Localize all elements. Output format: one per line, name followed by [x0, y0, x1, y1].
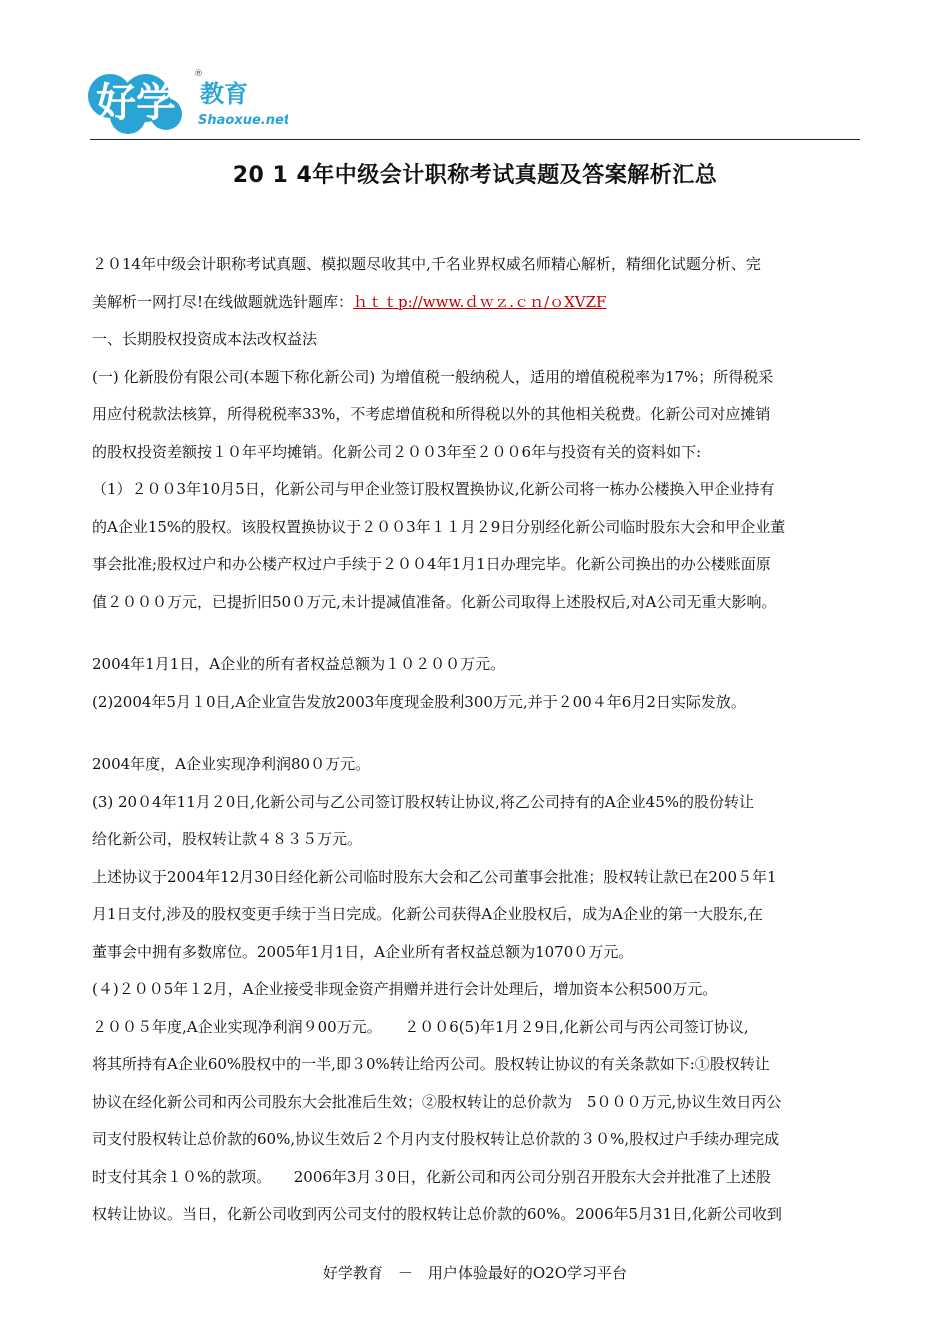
paragraph-gap	[92, 621, 862, 646]
logo-graphic	[88, 58, 288, 140]
logo	[88, 58, 288, 140]
body-line: 将其所持有A企业60%股权中的一半,即３0%转让给丙公司。股权转让协议的有关条款如下:①股权转让	[92, 1055, 770, 1073]
body-line: (3) 20０4年11月２0日,化新公司与乙公司签订股权转让协议,将乙公司持有的A企业45%的股份转让	[92, 792, 754, 811]
body-line: (４)２００5年１2月，A企业接受非现金资产捐赠并进行会计处理后，增加资本公积500万元。	[92, 980, 718, 998]
logo-text-edu: 教育	[200, 80, 248, 108]
body-line: 的股权投资差额按１０年平均摊销。化新公司２００3年至２００6年与投资有关的资料如下:	[92, 442, 702, 461]
question-bank-link[interactable]: ｈｔｔp://www.ｄｗｚ.ｃｎ/ｏXVZF	[353, 292, 607, 311]
body-line: 给化新公司，股权转让款４８３５万元。	[92, 830, 363, 848]
body-line: 协议在经化新公司和丙公司股东大会批准后生效；②股权转让的总价款为 5０００万元,协议生效日丙公	[92, 1092, 782, 1111]
body-line: 2004年度，A企业实现净利润80０万元。	[92, 755, 371, 773]
body-line: 司支付股权转让总价款的60%,协议生效后２个月内支付股权转让总价款的３０%,股权过户手续办理完成	[92, 1130, 780, 1148]
document-title: 20 1 4年中级会计职称考试真题及答案解析汇总	[232, 163, 718, 188]
body-line: 月1日支付,涉及的股权变更手续于当日完成。化新公司获得A企业股权后，成为A企业的第一大股东,在	[92, 905, 763, 923]
header-divider	[90, 139, 860, 140]
body-line: 时支付其余１０%的款项。 2006年3月３0日，化新公司和丙公司分别召开股东大会并批准了上述股	[92, 1167, 772, 1186]
body-line: 一、长期股权投资成本法改权益法	[92, 330, 318, 348]
body-line: 2004年1月1日，A企业的所有者权益总额为１０２００万元。	[92, 655, 506, 673]
body-line: （1）２００3年10月5日，化新公司与甲企业签订股权置换协议,化新公司将一栋办公楼换入甲企业持有	[92, 480, 775, 498]
intro-line-2-text: 美解析一网打尽!在线做题就选针题库：	[92, 292, 354, 311]
document-body	[92, 246, 862, 1234]
paragraph-gap	[92, 721, 862, 746]
body-line: 权转让协议。当日，化新公司收到丙公司支付的股权转让总价款的60%。2006年5月31日,化新公司收到	[92, 1205, 782, 1223]
body-line: 董事会中拥有多数席位。2005年1月1日，A企业所有者权益总额为1070０万元。	[92, 942, 634, 961]
body-line: 事会批准;股权过户和办公楼产权过户手续于２００4年1月1日办理完毕。化新公司换出的办公楼账面原	[92, 555, 771, 573]
body-line: ２００５年度,A企业实现净利润９00万元。 ２００6(5)年1月２9日,化新公司与丙公司签订协议,	[92, 1017, 749, 1036]
logo-text-main: 好学	[96, 80, 176, 126]
body-line: 的A企业15%的股权。该股权置换协议于２００3年１１月２9日分别经化新公司临时股东大会和甲企业董	[92, 517, 786, 536]
paragraph-list	[92, 321, 862, 1234]
body-line: 值２０００万元，已提折旧50０万元,未计提减值准备。化新公司取得上述股权后,对A公司无重大影响。	[92, 592, 777, 611]
body-line: 用应付税款法核算，所得税税率33%，不考虑增值税和所得税以外的其他相关税费。化新公司对应摊销	[92, 405, 771, 423]
body-line: (2)2004年5月１0日,A企业宣告发放2003年度现金股利300万元,并于２00４年6月2日实际发放。	[92, 692, 746, 711]
body-line: (一) 化新股份有限公司(本题下称化新公司) 为增值税一般纳税人，适用的增值税税率为17%；所得税采	[92, 367, 774, 386]
logo-reg-mark: ®	[194, 69, 203, 79]
body-line: 上述协议于2004年12月30日经化新公司临时股东大会和乙公司董事会批准；股权转让款已在200５年1	[92, 867, 777, 886]
intro-line-1: ２０14年中级会计职称考试真题、模拟题尽收其中,千名业界权威名师精心解析，精细化试题分析、完	[92, 255, 761, 273]
page-footer: 好学教育 － 用户体验最好的O2O学习平台	[322, 1264, 628, 1282]
intro-line-2	[92, 284, 862, 322]
logo-site: Shaoxue.net	[198, 113, 288, 128]
